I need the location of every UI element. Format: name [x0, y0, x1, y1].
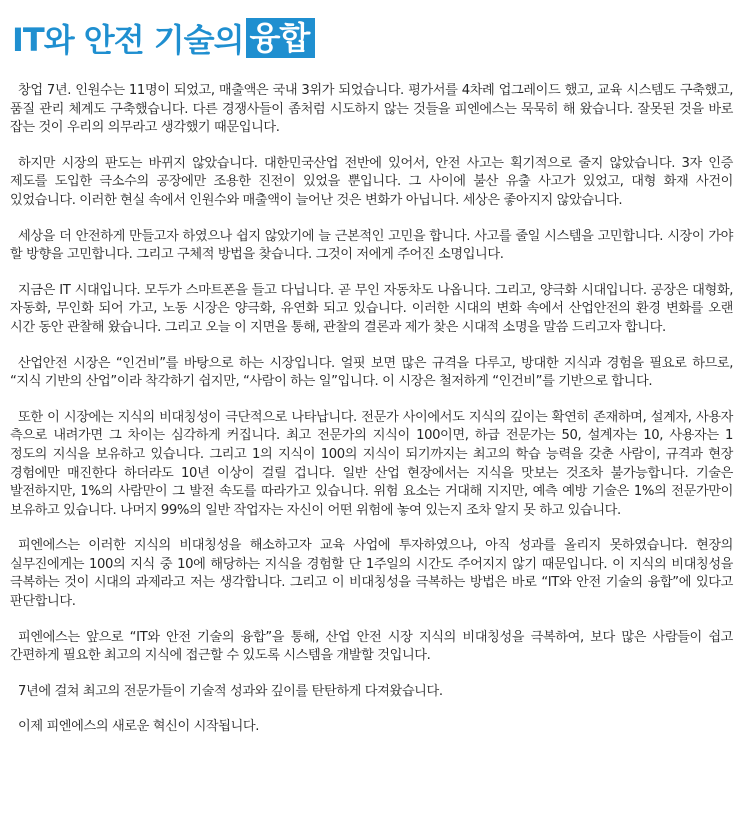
- title-main-text: IT와 안전 기술의: [12, 21, 244, 59]
- title-highlight-box: 융합: [246, 18, 316, 58]
- paragraph-3: 세상을 더 안전하게 만들고자 하였으나 쉽지 않았기에 늘 근본적인 고민을 합니다. 사고를 줄일 시스템을 고민합니다. 시장이 가야 할 방향을 고민합니다. 그리고 구체적 방법을 찾습니다. 그것이 저에게 주어진 소명입니다.: [10, 228, 733, 263]
- body-text: [10, 82, 733, 737]
- paragraph-4: 지금은 IT 시대입니다. 모두가 스마트폰을 들고 다닙니다. 곧 무인 자동차도 나옵니다. 그리고, 양극화 시대입니다. 공장은 대형화, 자동화, 무인화 되어 가고, 노동 시장은 양극화, 유연화 되고 있습니다. 이러한 시대의 변화 속에서 산업안전의 환경 변화를 오랜 시간 동안 관찰해 왔습니다. 그리고 오늘 이 지면을 통해, 관찰의 결론과 제가 찾은 시대적 소명을 말씀 드리고자 합니다.: [10, 282, 733, 335]
- paragraph-6: 또한 이 시장에는 지식의 비대칭성이 극단적으로 나타납니다. 전문가 사이에서도 지식의 깊이는 확연히 존재하며, 설계자, 사용자 측으로 내려가면 그 차이는 심각하게 커집니다. 최고 전문가의 지식이 100이면, 하급 전문가는 50, 설계자는 10, 사용자는 1 정도의 지식을 보유하고 있습니다. 그리고 1의 지식이 100의 지식이 되기까지는 최고의 학습 능력을 갖춘 사람이, 규격과 현장 경험에만 매진한다 하더라도 10년 이상이 걸릴 겁니다. 일반 산업 현장에서는 지식을 맛보는 것조차 불가능합니다. 기술은 발전하지만, 1%의 사람만이 그 발전 속도를 따라가고 있습니다. 위험 요소는 거대해 지지만, 예측 예방 기술은 1%의 전문가만이 보유하고 있습니다. 나머지 99%의 일반 작업자는 자신이 어떤 위험에 놓여 있는지 조차 알지 못 하고 있습니다.: [10, 409, 733, 518]
- paragraph-5: 산업안전 시장은 “인건비”를 바탕으로 하는 시장입니다. 얼핏 보면 많은 규격을 다루고, 방대한 지식과 경험을 필요로 하므로, “지식 기반의 산업”이라 착각하기 쉽지만, “사람이 하는 일”입니다. 이 시장은 철저하게 “인건비”를 기반으로 합니다.: [10, 355, 733, 390]
- page-title: [12, 16, 733, 60]
- paragraph-7: 피엔에스는 이러한 지식의 비대칭성을 해소하고자 교육 사업에 투자하였으나, 아직 성과를 올리지 못하였습니다. 현장의 실무진에게는 100의 지식 중 10에 해당하는 지식을 경험할 단 1주일의 시간도 주어지지 않기 때문입니다. 이 지식의 비대칭성을 극복하는 것이 시대의 과제라고 저는 생각합니다. 그리고 이 비대칭성을 극복하는 방법은 바로 “IT와 안전 기술의 융합”에 있다고 판단합니다.: [10, 538, 733, 610]
- paragraph-2: 하지만 시장의 판도는 바뀌지 않았습니다. 대한민국산업 전반에 있어서, 안전 사고는 획기적으로 줄지 않았습니다. 3자 인증 제도를 도입한 극소수의 공장에만 조용한 진전이 있었을 뿐입니다. 그 사이에 불산 유출 사고가 있었고, 대형 화재 사건이 있었습니다. 이러한 현실 속에서 인원수와 매출액이 늘어난 것은 변화가 아닙니다. 세상은 좋아지지 않았습니다.: [10, 155, 733, 208]
- paragraph-8: 피엔에스는 앞으로 “IT와 안전 기술의 융합”을 통해, 산업 안전 시장 지식의 비대칭성을 극복하여, 보다 많은 사람들이 쉽고 간편하게 필요한 최고의 지식에 접근할 수 있도록 시스템을 개발할 것입니다.: [10, 629, 733, 664]
- paragraph-9: 7년에 걸쳐 최고의 전문가들이 기술적 성과와 깊이를 탄탄하게 다져왔습니다.: [18, 683, 443, 699]
- paragraph-1: 창업 7년. 인원수는 11명이 되었고, 매출액은 국내 3위가 되었습니다. 평가서를 4차례 업그레이드 했고, 교육 시스템도 구축했고, 품질 관리 체계도 구축했습니다. 다른 경쟁사들이 좀처럼 시도하지 않는 것들을 피엔에스는 묵묵히 해 왔습니다. 잘못된 것을 바로 잡는 것이 우리의 의무라고 생각했기 때문입니다.: [10, 83, 733, 136]
- paragraph-10: 이제 피엔에스의 새로운 혁신이 시작됩니다.: [18, 719, 260, 735]
